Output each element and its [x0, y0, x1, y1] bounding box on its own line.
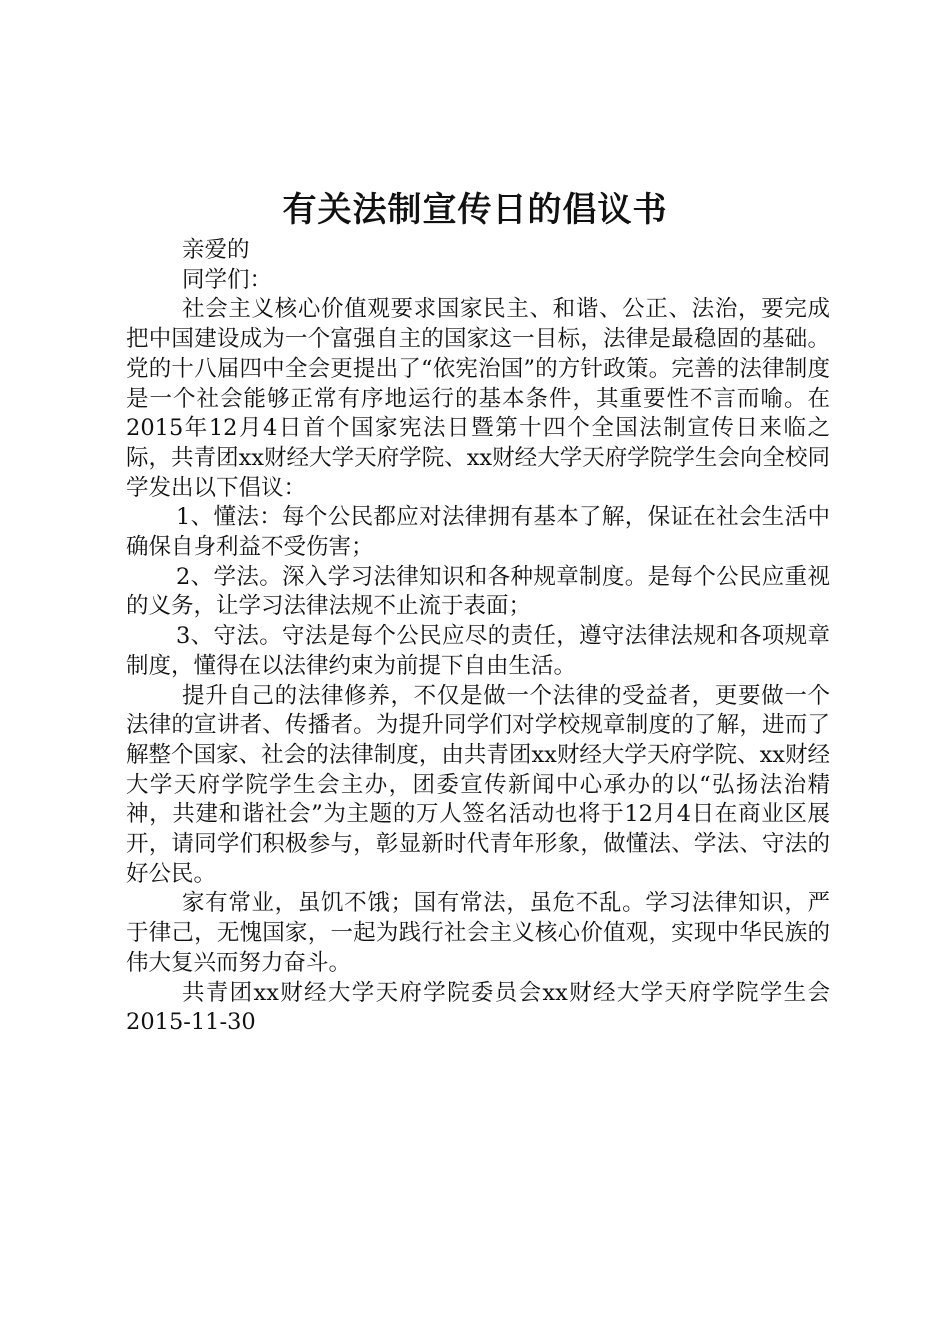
signature-paragraph: 共青团xx财经大学天府学院委员会xx财经大学天府学院学生会2015-11-30: [126, 979, 830, 1036]
document-title: 有关法制宣传日的倡议书: [282, 190, 668, 230]
proposal-item-1: 1、懂法：每个公民都应对法律拥有基本了解，保证在社会生活中确保自身利益不受伤害；: [126, 504, 830, 561]
proposal-item-3: 3、守法。守法是每个公民应尽的责任，遵守法律法规和各项规章制度，懂得在以法律约束为前提下自由生活。: [126, 623, 830, 679]
salutation-line-1: 亲爱的: [182, 237, 250, 263]
body-paragraph-2: 家有常业，虽饥不饿；国有常法，虽危不乱。学习法律知识，严于律己，无愧国家，一起为践行社会主义核心价值观，实现中华民族的伟大复兴而努力奋斗。: [126, 890, 830, 976]
salutation-line-2: 同学们：: [182, 266, 273, 293]
body-paragraph-1: 提升自己的法律修养，不仅是做一个法律的受益者，更要做一个法律的宣讲者、传播者。为提升同学们对学校规章制度的了解，进而了解整个国家、社会的法律制度，由共青团xx财经大学天府学院、xx财经大学天府学院学生会主办，团委宣传新闻中心承办的以“弘扬法治精神，共建和谐社会”为主题的万人签名活动也将于12月4日在商业区展开，请同学们积极参与，彰显新时代青年形象，做懂法、学法、守法的好公民。: [126, 682, 830, 887]
intro-paragraph: 社会主义核心价值观要求国家民主、和谐、公正、法治，要完成把中国建设成为一个富强自主的国家这一目标，法律是最稳固的基础。党的十八届四中全会更提出了“依宪治国”的方针政策。完善的法律制度是一个社会能够正常有序地运行的基本条件，其重要性不言而喻。在2015年12月4日首个国家宪法日暨第十四个全国法制宣传日来临之际，共青团xx财经大学天府学院、xx财经大学天府学院学生会向全校同学发出以下倡议：: [126, 296, 830, 501]
document-body: [126, 236, 830, 1038]
proposal-item-2: 2、学法。深入学习法律知识和各种规章制度。是每个公民应重视的义务，让学习法律法规不止流于表面；: [126, 563, 830, 620]
